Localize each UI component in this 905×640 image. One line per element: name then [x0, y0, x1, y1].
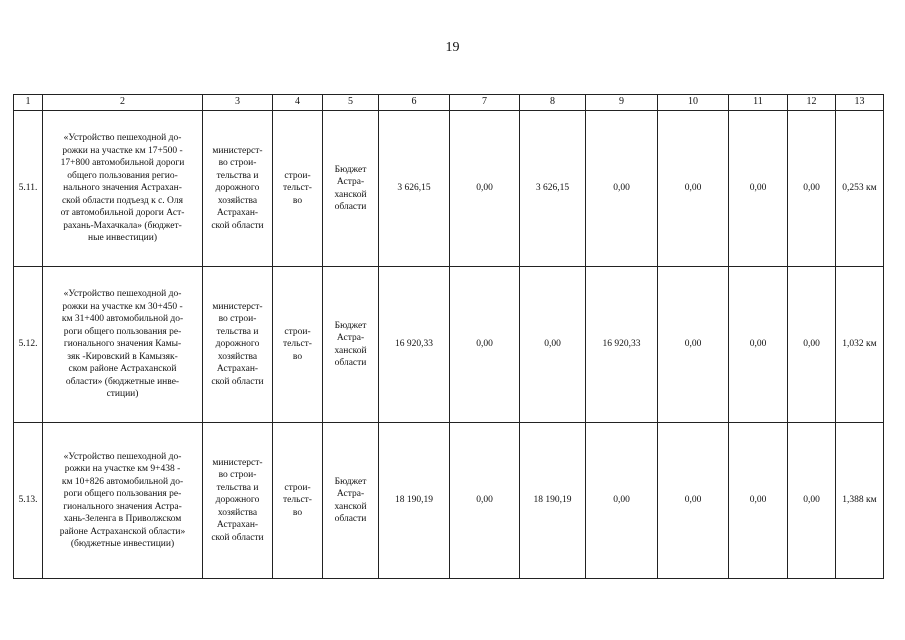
budget-table [13, 94, 884, 579]
value-cell: 0,00 [450, 111, 520, 267]
work-type-cell: строи- тельст- во [273, 267, 323, 423]
value-cell: 0,00 [520, 267, 586, 423]
value-cell: 0,00 [586, 423, 658, 579]
column-header: 1 [14, 95, 43, 111]
column-header: 3 [203, 95, 273, 111]
value-cell: 3 626,15 [520, 111, 586, 267]
value-cell: 0,00 [729, 111, 788, 267]
table-row [14, 111, 884, 267]
description-cell [43, 267, 203, 423]
column-header: 10 [658, 95, 729, 111]
description-text: «Устройство пешеходной до- рожки на участке км 9+438 - км 10+826 автомобильной до- роги общего пользования ре- гионального значения Астра- хань-Зеленга в Приволжском районе Астраханской области» (бюджетные инвестиции) [59, 451, 186, 549]
executor-cell: министерст- во строи- тельства и дорожного хозяйства Астрахан- ской области [203, 423, 273, 579]
column-header: 8 [520, 95, 586, 111]
description-cell [43, 423, 203, 579]
funding-source-cell: Бюджет Астра- ханской области [323, 111, 379, 267]
work-type-cell: строи- тельст- во [273, 111, 323, 267]
value-cell: 16 920,33 [379, 267, 450, 423]
executor-cell: министерст- во строи- тельства и дорожного хозяйства Астрахан- ской области [203, 111, 273, 267]
value-cell: 0,00 [729, 423, 788, 579]
value-cell: 0,00 [788, 267, 836, 423]
column-header: 7 [450, 95, 520, 111]
value-cell: 3 626,15 [379, 111, 450, 267]
column-header: 5 [323, 95, 379, 111]
column-header: 12 [788, 95, 836, 111]
value-cell: 0,00 [658, 111, 729, 267]
value-cell: 0,00 [450, 423, 520, 579]
column-header: 4 [273, 95, 323, 111]
value-cell: 0,00 [658, 267, 729, 423]
length-cell: 1,388 км [836, 423, 884, 579]
table-header-row [14, 95, 884, 111]
row-number-cell: 5.11. [14, 111, 43, 267]
value-cell: 0,00 [658, 423, 729, 579]
description-cell [43, 111, 203, 267]
column-header: 2 [43, 95, 203, 111]
funding-source-cell: Бюджет Астра- ханской области [323, 423, 379, 579]
executor-cell: министерст- во строи- тельства и дорожного хозяйства Астрахан- ской области [203, 267, 273, 423]
row-number-cell: 5.13. [14, 423, 43, 579]
page-number: 19 [445, 40, 460, 55]
row-number-cell: 5.12. [14, 267, 43, 423]
column-header: 9 [586, 95, 658, 111]
value-cell: 18 190,19 [520, 423, 586, 579]
funding-source-cell: Бюджет Астра- ханской области [323, 267, 379, 423]
description-text: «Устройство пешеходной до- рожки на участке км 17+500 - 17+800 автомобильной дороги общего пользования регио- нального значения Астрахан- ской области подъезд к с. Оля от автомобильной дороги Аст- рахань-Махачкала» (бюджет- ные инвестиции) [60, 133, 185, 244]
table-row [14, 423, 884, 579]
length-cell: 0,253 км [836, 111, 884, 267]
column-header: 11 [729, 95, 788, 111]
value-cell: 0,00 [788, 423, 836, 579]
length-cell: 1,032 км [836, 267, 884, 423]
table-row [14, 267, 884, 423]
value-cell: 18 190,19 [379, 423, 450, 579]
column-header: 13 [836, 95, 884, 111]
work-type-cell: строи- тельст- во [273, 423, 323, 579]
value-cell: 0,00 [450, 267, 520, 423]
column-header: 6 [379, 95, 450, 111]
value-cell: 0,00 [729, 267, 788, 423]
value-cell: 0,00 [586, 111, 658, 267]
description-text: «Устройство пешеходной до- рожки на участке км 30+450 - км 31+400 автомобильной до- роги общего пользования ре- гионального значения Камы- зяк -Кировский в Камызяк- ском районе Астраханской области» (бюджетные инве- стиции) [61, 289, 184, 400]
value-cell: 0,00 [788, 111, 836, 267]
value-cell: 16 920,33 [586, 267, 658, 423]
